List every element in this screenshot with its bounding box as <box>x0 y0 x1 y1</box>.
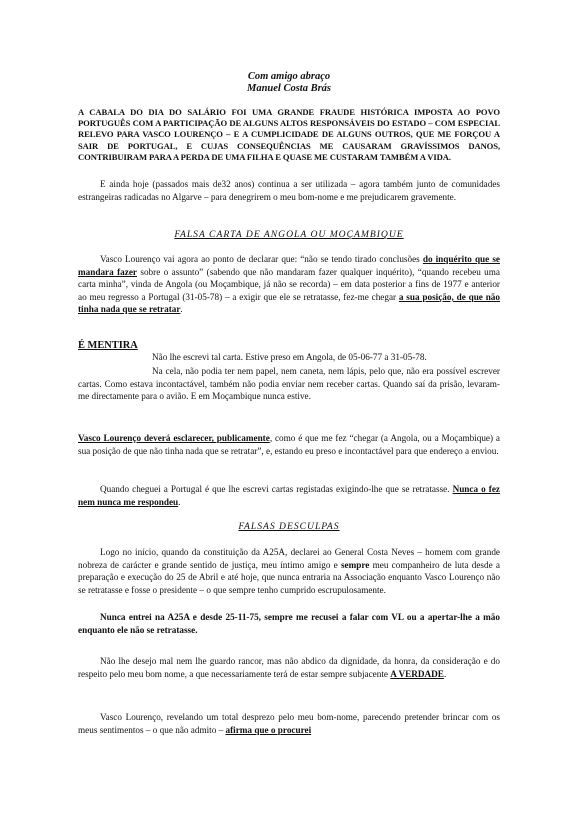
signature-line-1: Com amigo abraço <box>247 71 331 82</box>
heading-false-excuses-text: FALSAS DESCULPAS <box>238 521 340 532</box>
text-run: Vasco Lourenço, revelando um total desprezo pelo meu bom-nome, parecendo pretender brincar com os meus sentimentos – o que não admito – <box>78 712 500 735</box>
intro-caps-paragraph: A CABALA DO DIA DO SALÁRIO FOI UMA GRANDE FRAUDE HISTÓRICA IMPOSTA AO POVO PORTUGUÊS COM A PARTICIPAÇÃO DE ALGUNS ALTOS RESPONSÁVEIS DO ESTADO – COM ESPECIAL RELEVO PARA VASCO LOURENÇO – E A CUMPLICIDADE DE ALGUNS OUTROS, QUE ME FORÇOU A SAIR DE PORTUGAL, E CUJAS CONSEQUÊNCIAS ME CAUSARAM GRAVÍSSIMOS DANOS, CONTRIBUIRAM PARA A PERDA DE UMA FILHA E QUASE ME CUSTARAM TAMBÉM A VIDA. <box>78 107 500 162</box>
signature-line-2: Manuel Costa Brás <box>246 83 332 94</box>
text-run: Na cela, não podia ter nem papel, nem caneta, nem lápis, pelo que, não era possível escrever cartas. Como estava incontactável, também não podia enviar nem receber cartas. Quando saí da prisão, levaram-me directamente para o avião. E em Moçambique nunca estive. <box>78 366 500 402</box>
emphasis-a-verdade: A VERDADE <box>390 668 444 679</box>
emphasis-clarify: Vasco Lourenço deverá esclarecer, publicamente <box>78 433 270 443</box>
text-run: Vasco Lourenço vai agora ao ponto de declarar que: “não se tendo tirado conclusões <box>100 254 423 264</box>
paragraph-still-used-text: E ainda hoje (passados mais de32 anos) continua a ser utilizada – agora também junto de comunidades estrangeiras radicadas no Algarve – para denegrirem o meu bom-nome e me prejudicarem gravemente. <box>78 179 500 202</box>
paragraph-prison-cell <box>78 365 500 403</box>
paragraph-still-used <box>78 178 500 203</box>
emphasis-position: a sua posição, de que não tinha nada que se retratar <box>78 291 500 315</box>
paragraph-last <box>78 711 500 736</box>
paragraph-never-entered <box>78 611 500 636</box>
emphasis-never-answered: Nunca o fez nem nunca me respondeu <box>78 484 500 507</box>
paragraph-no-harm <box>78 655 500 680</box>
text-run: . <box>443 668 447 679</box>
emphasis-inquiry: do inquérito que se mandara fazer <box>78 254 500 277</box>
text-run: . <box>178 496 181 507</box>
text-run: Não lhe escrevi tal carta. Estive preso em Angola, de 05-06-77 a 31-05-78. <box>152 352 427 362</box>
heading-e-mentira: É MENTIRA <box>78 340 138 351</box>
paragraph-arrived-portugal <box>78 483 500 508</box>
heading-fake-letter-text: FALSA CARTA DE ANGOLA OU MOÇAMBIQUE <box>174 229 404 240</box>
text-run: , como é que me fez “chegar (a Angola, ou a Moçambique) a sua posição de que não tinha nada que se retratar”, e, estando eu preso e incontactável para que endereço a enviou. <box>78 433 500 456</box>
text-run: Não lhe desejo mal nem lhe guardo rancor, mas não abdico da dignidade, da honra, da consideração e do respeito pelo meu bom nome, a que necessariamente terá de estar sempre subjacente <box>78 656 500 679</box>
emphasis-procurei: afirma que o procurei <box>225 724 312 735</box>
paragraph-vasco-declares <box>78 253 500 316</box>
text-run: . <box>180 304 183 315</box>
text-run: sobre o assunto” (sabendo que não mandaram fazer qualquer inquérito), “quando recebeu uma carta minha”, vinda de Angola (ou Moçambique, já não se recorda) – em data posterior a fins de 1977 e anterior ao meu regresso a Portugal (31-05-78) – a exigir que ele se retratasse, fez-me chegar <box>78 266 500 302</box>
paragraph-not-written <box>78 351 500 364</box>
heading-fake-letter <box>78 229 500 240</box>
text-run: Quando cheguei a Portugal é que lhe escrevi cartas registadas exigindo-lhe que se retratasse. <box>100 484 453 494</box>
paragraph-a25a <box>78 546 500 596</box>
text-run: Nunca entrei na A25A e desde 25-11-75, sempre me recusei a falar com VL ou a apertar-lhe a mão enquanto ele não se retratasse. <box>78 612 500 635</box>
heading-false-excuses <box>78 521 500 532</box>
emphasis-sempre: sempre <box>340 559 370 570</box>
paragraph-clarify-publicly <box>78 432 500 457</box>
text-run: Logo no início, quando da constituição da A25A, declarei ao General Costa Neves – homem com grande nobreza de carácter e grande sentido de justiça, meu íntimo amigo e <box>78 547 500 570</box>
text-run: meu companheiro de luta desde a preparação e execução do 25 de Abril e até hoje, que nunca entraria na Associação enquanto Vasco Lourenço não se retratasse e fosse o presidente – o que sempre tenho cumprido escrupulosamente. <box>78 559 500 595</box>
